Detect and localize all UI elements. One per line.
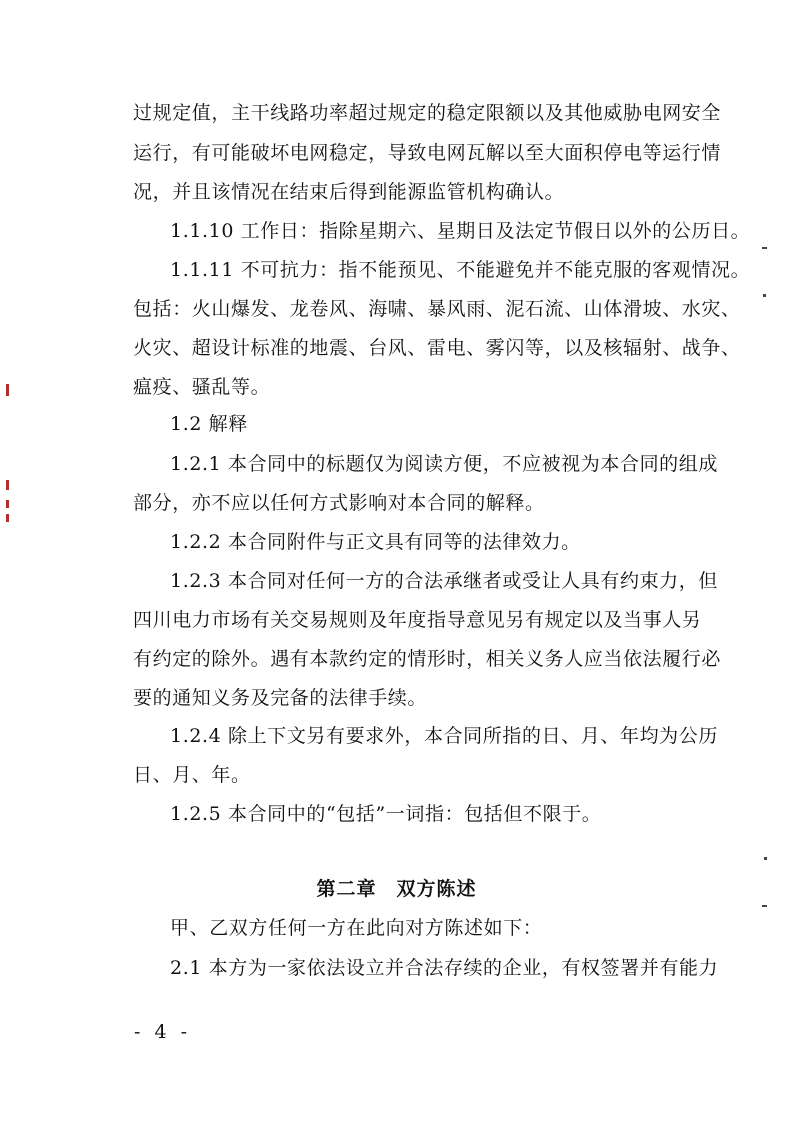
chapter-intro: 甲、乙双方任何一方在此向对方陈述如下：: [170, 917, 543, 939]
paragraph-line: 火灾、超设计标准的地震、台风、雷电、雾闪等，以及核辐射、战争、: [133, 337, 741, 359]
clause-1-2-5: 1.2.5 本合同中的“包括”一词指：包括但不限于。: [170, 803, 602, 825]
paragraph-line: 部分，亦不应以任何方式影响对本合同的解释。: [133, 492, 545, 514]
chapter-number: 第二章: [316, 878, 377, 900]
paragraph-line: 四川电力市场有关交易规则及年度指导意见另有规定以及当事人另: [133, 609, 702, 631]
chapter-heading: [0, 876, 793, 902]
clause-1-1-11: 1.1.11 不可抗力：指不能预见、不能避免并不能克服的客观情况。: [170, 259, 751, 281]
chapter-title: 双方陈述: [396, 878, 477, 900]
clause-1-2-3: 1.2.3 本合同对任何一方的合法承继者或受让人具有约束力，但: [170, 570, 718, 592]
scan-mark: [6, 480, 9, 490]
scan-mark: [764, 857, 767, 860]
paragraph-line: 运行，有可能破坏电网稳定，导致电网瓦解以至大面积停电等运行情: [133, 142, 722, 164]
paragraph-line: 有约定的除外。遇有本款约定的情形时，相关义务人应当依法履行必: [133, 648, 722, 670]
clause-1-1-10: 1.1.10 工作日：指除星期六、星期日及法定节假日以外的公历日。: [170, 220, 751, 242]
section-1-2-heading: 1.2 解释: [170, 413, 248, 435]
paragraph-line: 况，并且该情况在结束后得到能源监管机构确认。: [133, 181, 565, 203]
paragraph-line: 过规定值，主干线路功率超过规定的稳定限额以及其他威胁电网安全: [133, 102, 722, 124]
scan-mark: [762, 247, 767, 249]
scan-mark: [6, 514, 9, 522]
clause-2-1: 2.1 本方为一家依法设立并合法存续的企业，有权签署并有能力: [170, 957, 719, 979]
paragraph-line: 要的通知义务及完备的法律手续。: [133, 687, 428, 709]
clause-1-2-2: 1.2.2 本合同附件与正文具有同等的法律效力。: [170, 531, 581, 553]
paragraph-line: 包括：火山爆发、龙卷风、海啸、暴风雨、泥石流、山体滑坡、水灾、: [133, 298, 741, 320]
clause-1-2-4: 1.2.4 除上下文另有要求外，本合同所指的日、月、年均为公历: [170, 725, 718, 747]
page-number: - 4 -: [134, 1021, 192, 1043]
paragraph-line: 日、月、年。: [133, 764, 251, 786]
scan-mark: [763, 294, 766, 297]
scan-mark: [762, 905, 767, 907]
clause-1-2-1: 1.2.1 本合同中的标题仅为阅读方便，不应被视为本合同的组成: [170, 453, 718, 475]
scan-mark: [6, 384, 9, 396]
scan-mark: [6, 500, 9, 508]
paragraph-line: 瘟疫、骚乱等。: [133, 376, 271, 398]
